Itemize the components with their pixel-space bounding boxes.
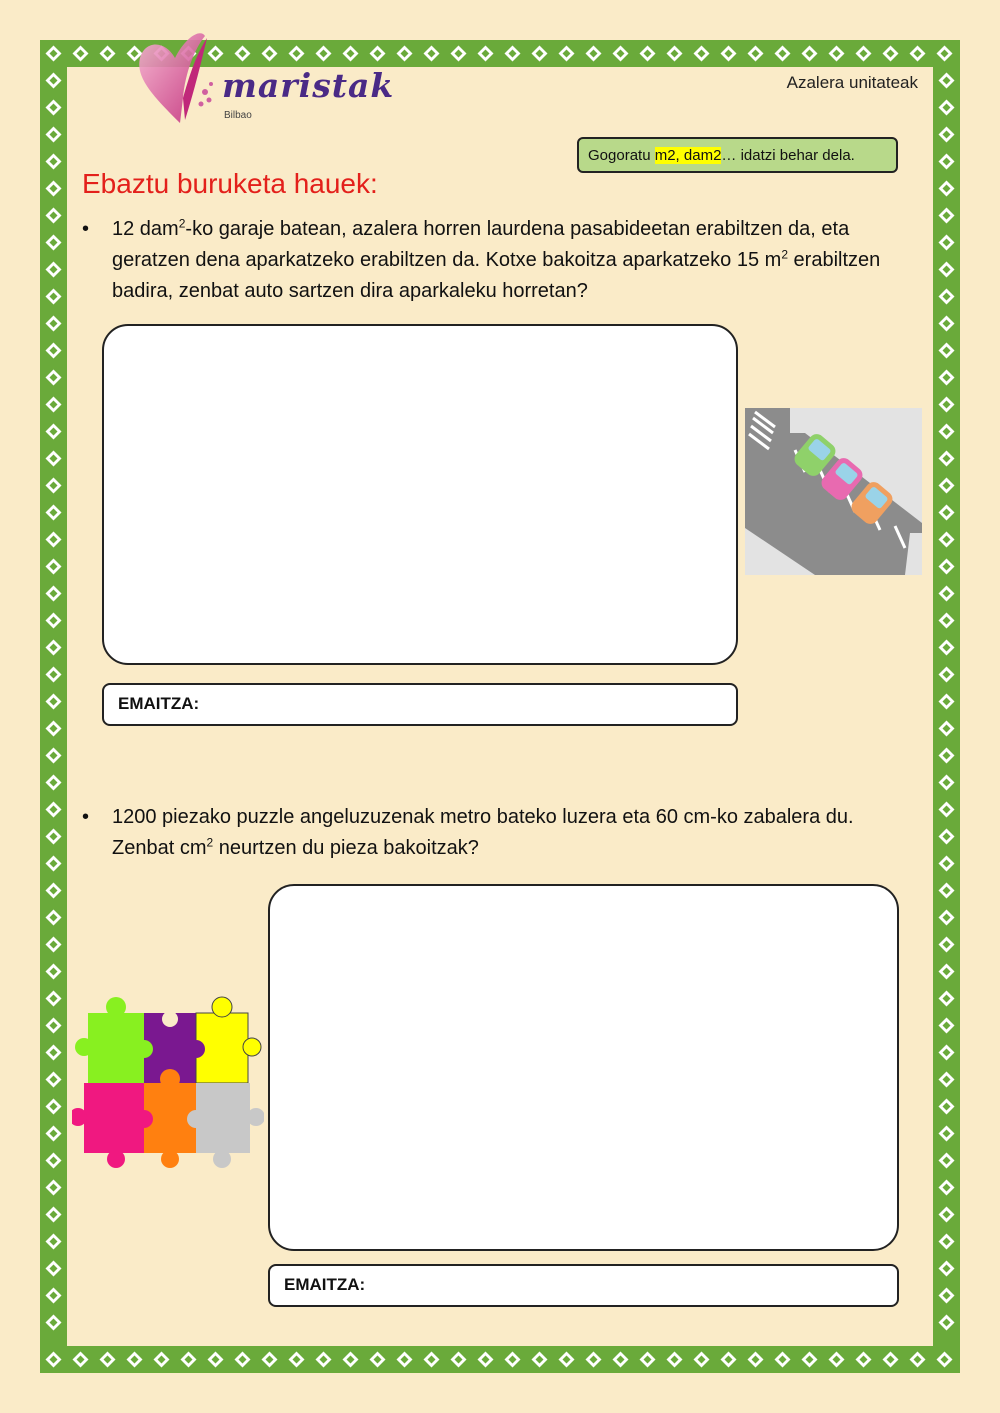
problem-text-part: 12 dam — [112, 218, 179, 240]
superscript: 2 — [178, 216, 186, 231]
answer-label: EMAITZA: — [284, 1275, 366, 1294]
logo-location: Bilbao — [224, 110, 252, 121]
problem-text-part: -ko garaje batean, azalera horren laurdena pasabideetan erabiltzen da, eta geratzen dena aparkatzeko erabiltzen da. Kotxe bakoitza aparkatzeko 15 m — [112, 218, 850, 271]
superscript: 2 — [206, 835, 214, 850]
problem-1-work-area[interactable] — [102, 324, 738, 665]
problem-2-work-area[interactable] — [268, 884, 899, 1251]
reminder-highlight: m2, dam2 — [654, 147, 722, 164]
logo-wordmark: maristak — [222, 66, 395, 105]
reminder-note — [577, 137, 898, 173]
problem-2-answer-field[interactable] — [268, 1264, 899, 1307]
jigsaw-puzzle-image — [72, 995, 264, 1173]
bullet: • — [82, 218, 90, 240]
problem-2 — [82, 802, 912, 864]
page-title: Ebaztu buruketa hauek: — [82, 168, 378, 199]
reminder-suffix: … idatzi behar dela. — [721, 147, 855, 164]
bullet: • — [82, 806, 90, 828]
answer-label: EMAITZA: — [118, 694, 200, 713]
worksheet-topic: Azalera unitateak — [786, 73, 918, 92]
problem-1-text — [112, 214, 912, 307]
problem-text-part: neurtzen du pieza bakoitzak? — [213, 837, 479, 859]
problem-2-text — [112, 802, 912, 864]
reminder-prefix: Gogoratu — [588, 147, 655, 164]
problem-1 — [82, 214, 912, 307]
problem-text-part: erabiltzen badira, zenbat auto sartzen dira aparkaleku horretan? — [112, 249, 881, 302]
problem-1-answer-field[interactable] — [102, 683, 738, 726]
parking-lot-cars-image — [745, 408, 922, 575]
problem-text-part: 1200 piezako puzzle angeluzuzenak metro bateko luzera eta 60 cm-ko zabalera du. Zenbat cm — [112, 806, 854, 859]
superscript: 2 — [781, 247, 788, 262]
